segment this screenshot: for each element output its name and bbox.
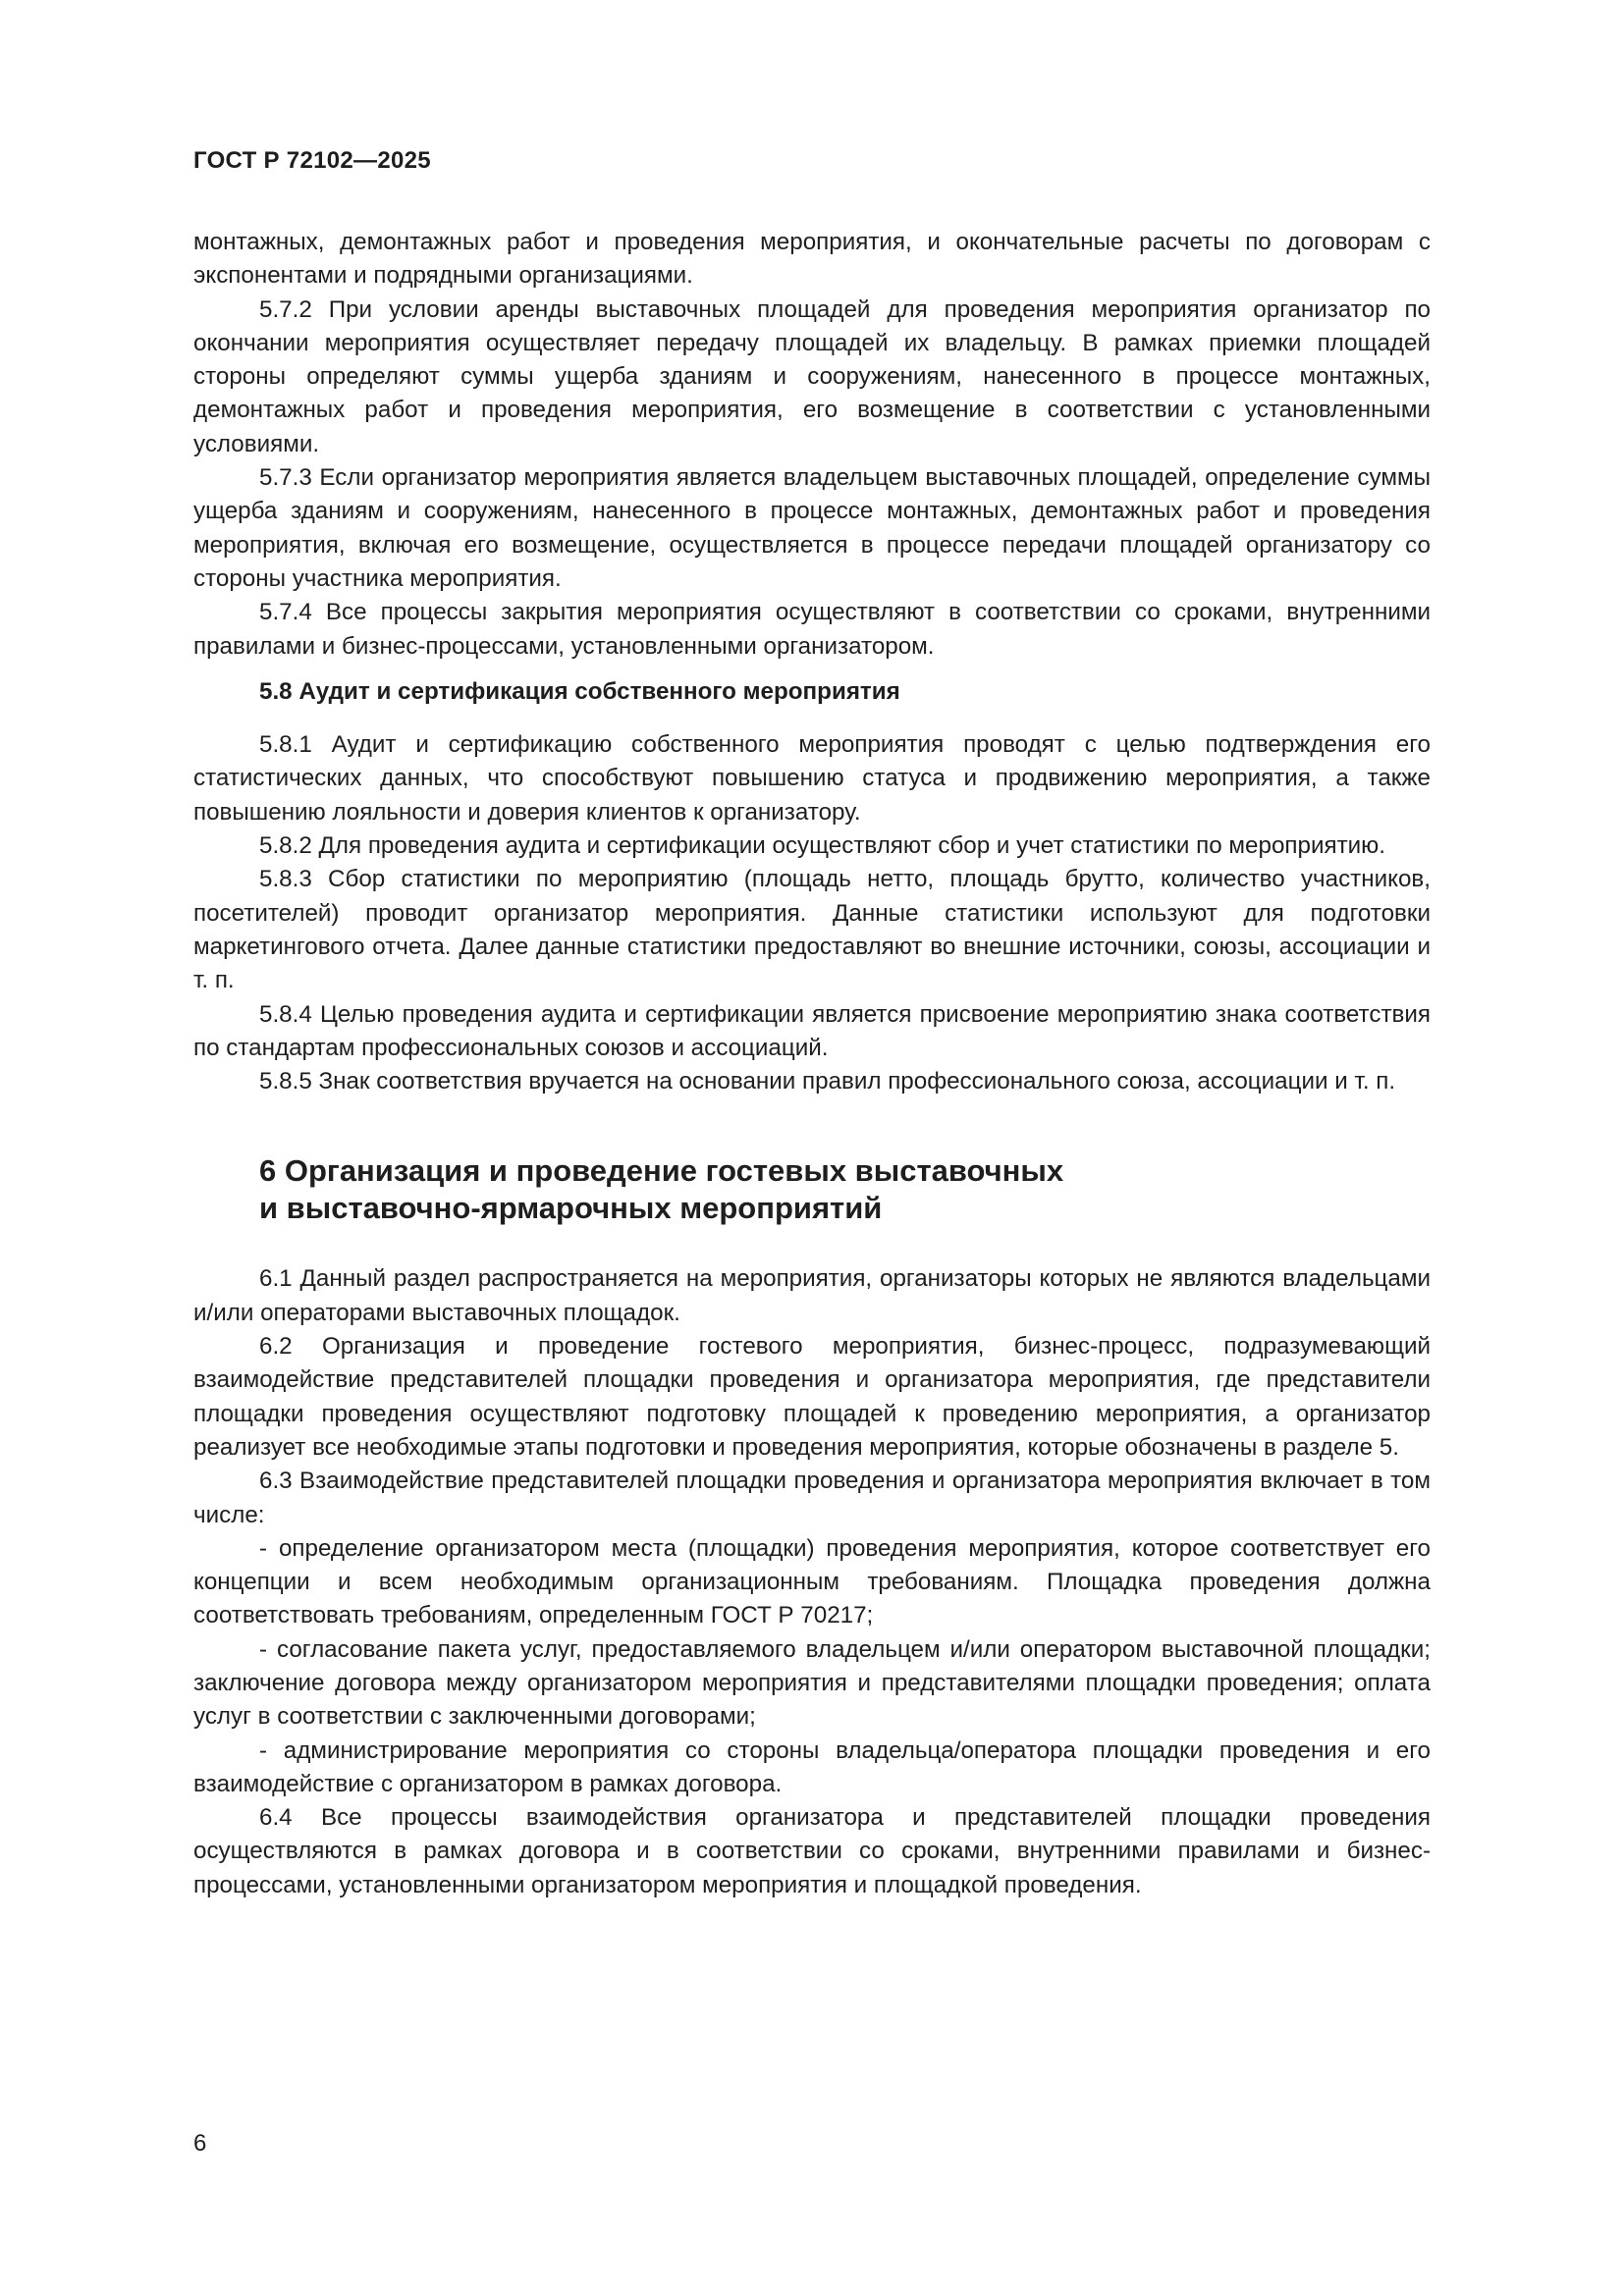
- paragraph-continuation: монтажных, демонтажных работ и проведения мероприятия, и окончательные расчеты по договорам с экспонентами и подрядными организациями.: [193, 229, 1431, 290]
- list-item-6-3-2: - согласование пакета услуг, предоставляемого владельцем и/или оператором выставочной площадки; заключение договора между организатором мероприятия и представителями площадки проведения; оплата услуг в соответствии с заключенными договорами;: [193, 1635, 1431, 1731]
- paragraph-6-3: 6.3 Взаимодействие представителей площадки проведения и организатора мероприятия включает в том числе:: [193, 1468, 1431, 1528]
- paragraph-6-2: 6.2 Организация и проведение гостевого мероприятия, бизнес-процесс, подразумевающий взаимодействие представителей площадки проведения и организатора мероприятия, где представители площадки проведения осуществляют подготовку площадей к проведению мероприятия, а организатор реализует все необходимые этапы подготовки и проведения мероприятия, которые обозначены в разделе 5.: [193, 1333, 1431, 1461]
- section-title-6: [259, 1152, 1431, 1227]
- paragraph-5-7-2: 5.7.2 При условии аренды выставочных площадей для проведения мероприятия организатор по окончании мероприятия осуществляет передачу площадей их владельцу. В рамках приемки площадей стороны определяют суммы ущерба зданиям и сооружениям, нанесенного в процессе монтажных, демонтажных работ и проведения мероприятия, его возмещение в соответствии с установленными условиями.: [193, 295, 1431, 457]
- paragraph-5-8-4: 5.8.4 Целью проведения аудита и сертификации является присвоение мероприятию знака соответствия по стандартам профессиональных союзов и ассоциаций.: [193, 1000, 1431, 1061]
- paragraph-5-8-2: 5.8.2 Для проведения аудита и сертификации осуществляют сбор и учет статистики по мероприятию.: [259, 832, 1386, 860]
- paragraph-5-7-4: 5.7.4 Все процессы закрытия мероприятия осуществляют в соответствии со сроками, внутренними правилами и бизнес-процессами, установленными организатором.: [193, 599, 1431, 660]
- document-body: [193, 226, 1431, 1902]
- page-number: 6: [193, 2130, 207, 2157]
- subsection-title-5-8: 5.8 Аудит и сертификация собственного мероприятия: [259, 677, 900, 705]
- paragraph-5-8-1: 5.8.1 Аудит и сертификацию собственного мероприятия проводят с целью подтверждения его статистических данных, что способствуют повышению статуса и продвижению мероприятия, а также повышению лояльности и доверия клиентов к организатору.: [193, 731, 1431, 826]
- list-item-6-3-3: - администрирование мероприятия со стороны владельца/оператора площадки проведения и его взаимодействие с организатором в рамках договора.: [193, 1736, 1431, 1797]
- list-item-6-3-1: - определение организатором места (площадки) проведения мероприятия, которое соответствует его концепции и всем необходимым организационным требованиям. Площадка проведения должна соответствовать требованиям, определенным ГОСТ Р 70217;: [193, 1534, 1431, 1629]
- document-code-header: ГОСТ Р 72102—2025: [193, 147, 431, 174]
- paragraph-5-8-3: 5.8.3 Сбор статистики по мероприятию (площадь нетто, площадь брутто, количество участников, посетителей) проводит организатор мероприятия. Данные статистики используют для подготовки маркетингового отчета. Далее данные статистики предоставляют во внешние источники, союзы, ассоциации и т. п.: [193, 866, 1431, 994]
- paragraph-6-1: 6.1 Данный раздел распространяется на мероприятия, организаторы которых не являются владельцами и/или операторами выставочных площадок.: [193, 1265, 1431, 1326]
- paragraph-5-7-3: 5.7.3 Если организатор мероприятия является владельцем выставочных площадей, определение суммы ущерба зданиям и сооружениям, нанесенного в процессе монтажных, демонтажных работ и проведения мероприятия, включая его возмещение, осуществляется в процессе передачи площадей организатору со стороны участника мероприятия.: [193, 464, 1431, 592]
- paragraph-5-8-5: 5.8.5 Знак соответствия вручается на основании правил профессионального союза, ассоциации и т. п.: [259, 1068, 1396, 1095]
- paragraph-6-4: 6.4 Все процессы взаимодействия организатора и представителей площадки проведения осуществляются в рамках договора и в соответствии со сроками, внутренними правилами и бизнес-процессами, установленными организатором мероприятия и площадкой проведения.: [193, 1804, 1431, 1898]
- section-title-6-line-2: и выставочно-ярмарочных мероприятий: [259, 1191, 883, 1226]
- section-title-6-line-1: 6 Организация и проведение гостевых выставочных: [259, 1153, 1064, 1189]
